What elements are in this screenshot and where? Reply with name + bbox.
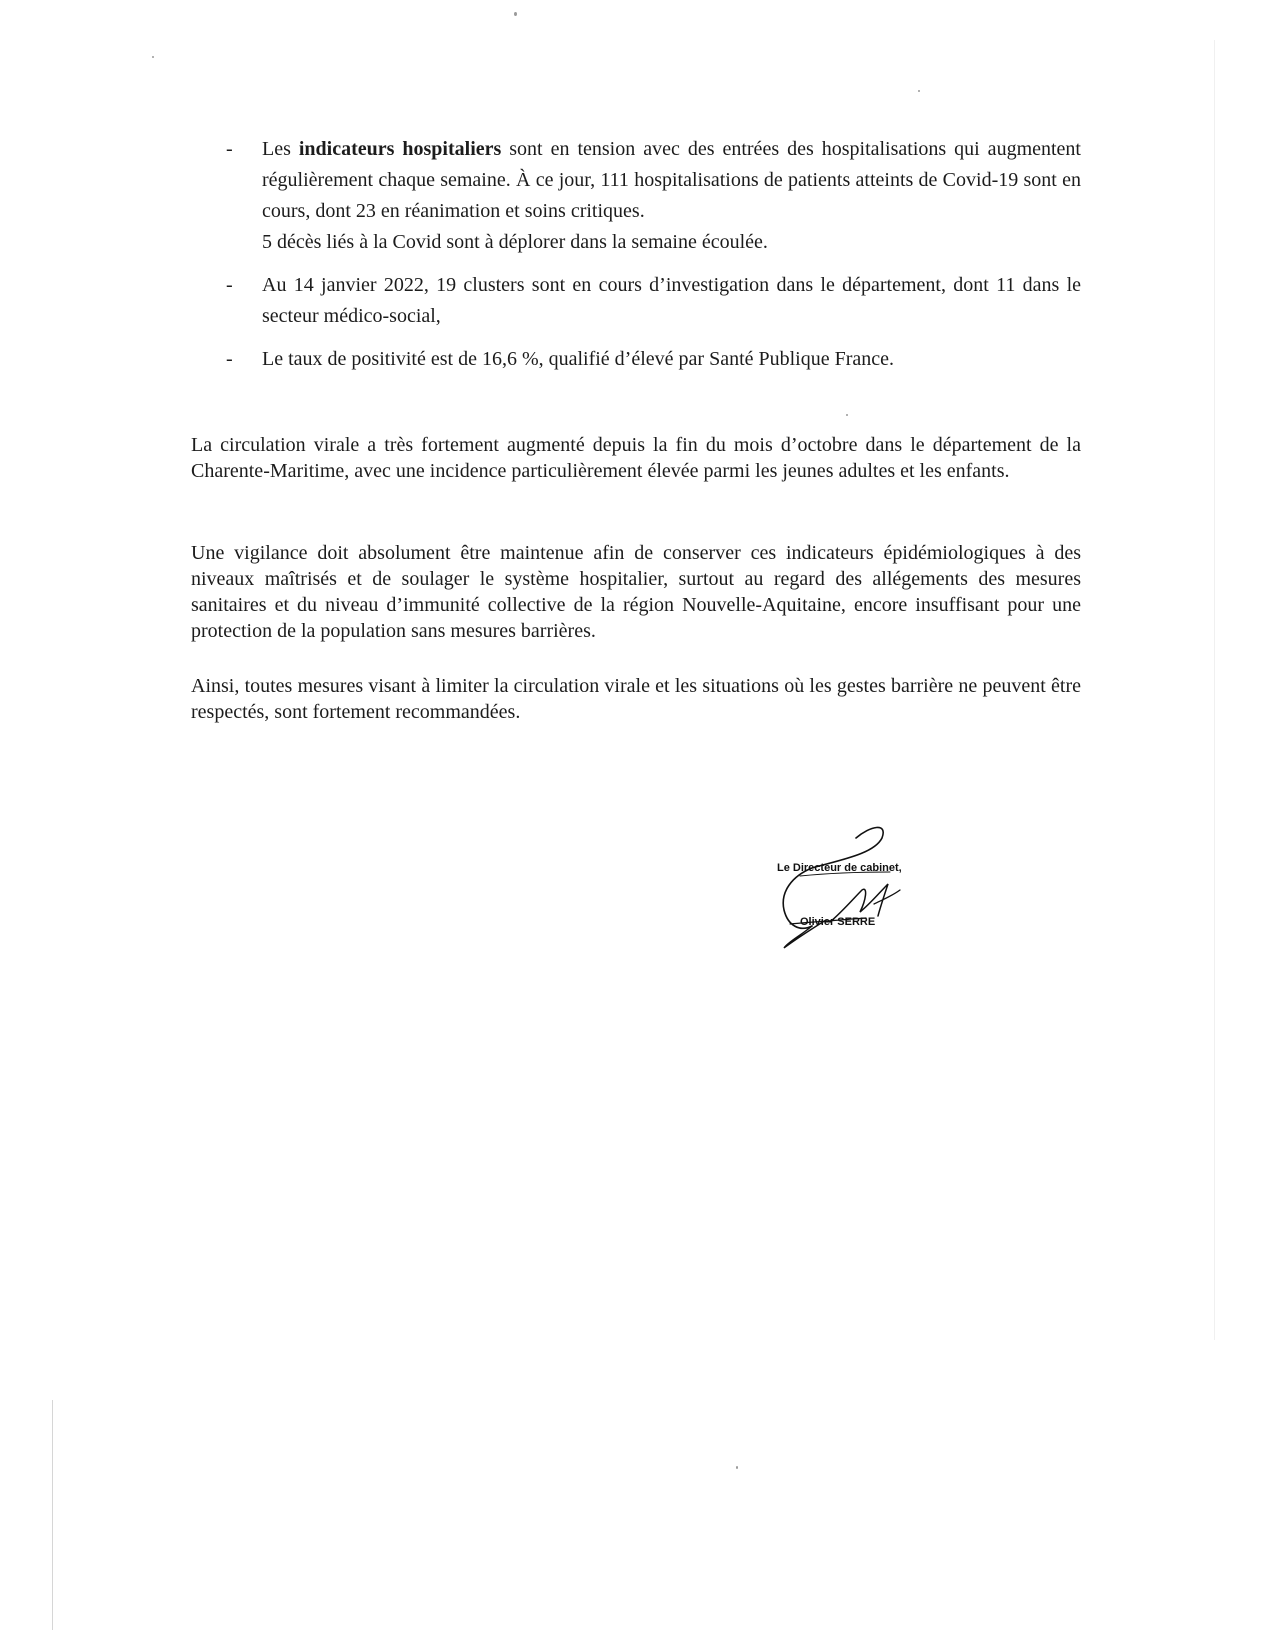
body-paragraph: Une vigilance doit absolument être maintenue afin de conserver ces indicateurs épidémiologiques à des niveaux maîtrisés et de soulager le système hospitalier, surtout au regard des allégements des mesures sanitaires et du niveau d’immunité collective de la région Nouvelle-Aquitaine, encore insuffisant pour une protection de la population sans mesures barrières.: [191, 542, 1081, 642]
scan-speck: [918, 90, 920, 92]
bullet-dash: -: [226, 138, 233, 160]
list-item: [226, 270, 1081, 332]
scan-speck: [152, 56, 154, 58]
signatory-title: Le Directeur de cabinet,: [777, 862, 902, 874]
bullet-text: Les indicateurs hospitaliers sont en tension avec des entrées des hospitalisations qui augmentent régulièrement chaque semaine. À ce jour, 111 hospitalisations de patients atteints de Covid-19 sont en cours, dont 23 en réanimation et soins critiques.: [262, 138, 1081, 222]
indicator-list: [226, 134, 1081, 375]
handwritten-signature: [770, 820, 930, 950]
bullet-text-line2: 5 décès liés à la Covid sont à déplorer dans la semaine écoulée.: [262, 231, 768, 253]
list-item: [226, 344, 1081, 375]
list-item: [226, 134, 1081, 258]
bullet-text: Le taux de positivité est de 16,6 %, qualifié d’élevé par Santé Publique France.: [262, 348, 895, 370]
scan-speck: [514, 12, 517, 16]
bullet-text: Au 14 janvier 2022, 19 clusters sont en cours d’investigation dans le département, dont 11 dans le secteur médico-social,: [262, 274, 1081, 327]
signature-block: [770, 820, 930, 950]
signatory-name: Olivier SERRE: [800, 916, 876, 928]
scan-speck: [736, 1466, 738, 1469]
scan-edge: [52, 1400, 53, 1630]
bullet-dash: -: [226, 274, 233, 296]
body-paragraph: Ainsi, toutes mesures visant à limiter la circulation virale et les situations où les gestes barrière ne peuvent être respectés, sont fortement recommandées.: [191, 675, 1081, 723]
scan-edge: [1214, 40, 1215, 1340]
scan-speck: [846, 414, 848, 416]
bold-term: indicateurs hospitaliers: [298, 138, 502, 160]
bullet-dash: -: [226, 348, 233, 370]
body-paragraph: La circulation virale a très fortement augmenté depuis la fin du mois d’octobre dans le département de la Charente-Maritime, avec une incidence particulièrement élevée parmi les jeunes adultes et les enfants.: [191, 434, 1081, 482]
